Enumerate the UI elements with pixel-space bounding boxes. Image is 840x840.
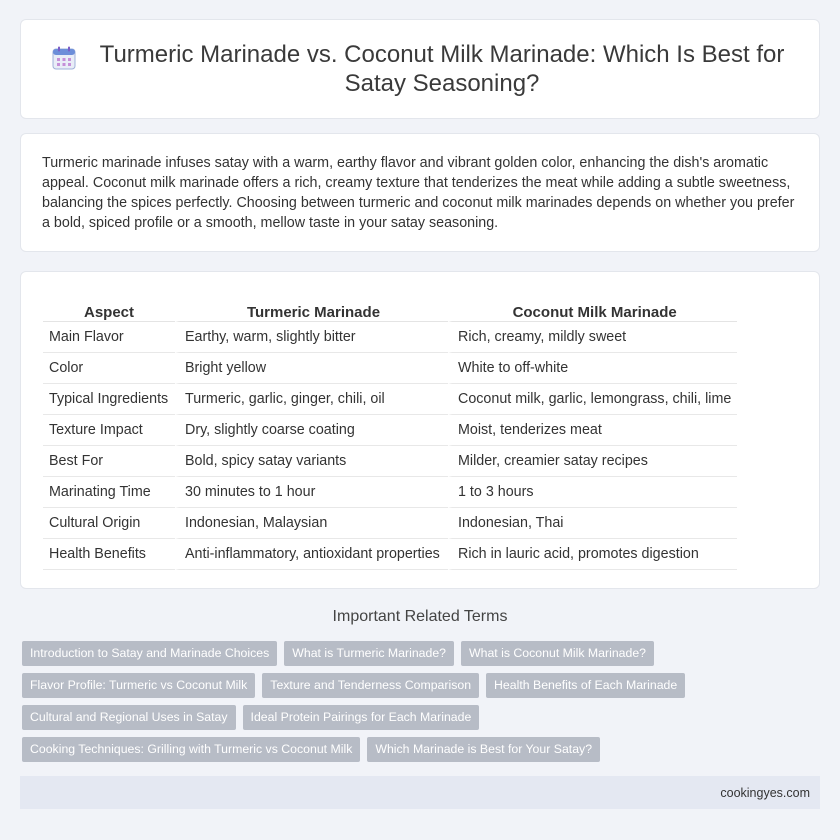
header-turmeric: Turmeric Marinade xyxy=(175,296,448,322)
related-term-tag[interactable]: What is Coconut Milk Marinade? xyxy=(461,641,654,666)
comparison-table xyxy=(43,296,737,570)
table-cell: Main Flavor xyxy=(43,322,175,353)
table-cell: Earthy, warm, slightly bitter xyxy=(175,322,448,353)
footer-site-link[interactable]: cookingyes.com xyxy=(720,785,810,800)
table-cell: Rich in lauric acid, promotes digestion xyxy=(448,539,737,570)
table-header-row xyxy=(43,296,737,322)
related-term-tag[interactable]: Flavor Profile: Turmeric vs Coconut Milk xyxy=(22,673,255,698)
table-row xyxy=(43,539,737,570)
related-term-tag[interactable]: Ideal Protein Pairings for Each Marinade xyxy=(243,705,480,730)
table-row xyxy=(43,353,737,384)
table-cell: Health Benefits xyxy=(43,539,175,570)
table-cell: Milder, creamier satay recipes xyxy=(448,446,737,477)
related-terms-title: Important Related Terms xyxy=(332,608,508,625)
table-row xyxy=(43,384,737,415)
related-term-tag[interactable]: Cultural and Regional Uses in Satay xyxy=(22,705,236,730)
page-title: Turmeric Marinade vs. Coconut Milk Marinade: Which Is Best for Satay Seasoning? xyxy=(99,41,785,97)
related-term-tag[interactable]: Texture and Tenderness Comparison xyxy=(262,673,479,698)
intro-card xyxy=(20,133,820,252)
title-card xyxy=(20,19,820,119)
related-term-tag[interactable]: Introduction to Satay and Marinade Choices xyxy=(22,641,277,666)
table-cell: 30 minutes to 1 hour xyxy=(175,477,448,508)
table-cell: Bold, spicy satay variants xyxy=(175,446,448,477)
table-cell: Turmeric, garlic, ginger, chili, oil xyxy=(175,384,448,415)
header-coconut: Coconut Milk Marinade xyxy=(448,296,737,322)
comparison-card xyxy=(20,271,820,589)
header-aspect: Aspect xyxy=(43,296,175,322)
table-cell: Bright yellow xyxy=(175,353,448,384)
table-cell: Texture Impact xyxy=(43,415,175,446)
table-cell: Moist, tenderizes meat xyxy=(448,415,737,446)
table-cell: Coconut milk, garlic, lemongrass, chili, lime xyxy=(448,384,737,415)
table-row xyxy=(43,508,737,539)
table-cell: Indonesian, Malaysian xyxy=(175,508,448,539)
table-cell: Marinating Time xyxy=(43,477,175,508)
footer xyxy=(20,776,820,809)
table-cell: Anti-inflammatory, antioxidant properties xyxy=(175,539,448,570)
related-term-tag[interactable]: Health Benefits of Each Marinade xyxy=(486,673,685,698)
table-cell: Best For xyxy=(43,446,175,477)
related-term-tag[interactable]: Cooking Techniques: Grilling with Turmeric vs Coconut Milk xyxy=(22,737,360,762)
calendar-icon xyxy=(51,45,77,71)
table-row xyxy=(43,477,737,508)
table-cell: Color xyxy=(43,353,175,384)
table-cell: Typical Ingredients xyxy=(43,384,175,415)
intro-paragraph: Turmeric marinade infuses satay with a warm, earthy flavor and vibrant golden color, enhancing the dish's aromatic appeal. Coconut milk marinade offers a rich, creamy texture that tenderizes the meat while adding a subtle sweetness, balancing the spices perfectly. Choosing between turmeric and coconut milk marinades depends on whether you prefer a bold, spiced profile or a smooth, mellow taste in your satay seasoning. xyxy=(42,155,795,231)
related-term-tag[interactable]: What is Turmeric Marinade? xyxy=(284,641,454,666)
table-cell: 1 to 3 hours xyxy=(448,477,737,508)
table-cell: Indonesian, Thai xyxy=(448,508,737,539)
table-cell: Dry, slightly coarse coating xyxy=(175,415,448,446)
table-cell: Cultural Origin xyxy=(43,508,175,539)
table-cell: Rich, creamy, mildly sweet xyxy=(448,322,737,353)
related-term-tag[interactable]: Which Marinade is Best for Your Satay? xyxy=(367,737,600,762)
table-row xyxy=(43,415,737,446)
related-terms-list xyxy=(22,641,822,769)
table-cell: White to off-white xyxy=(448,353,737,384)
table-row xyxy=(43,446,737,477)
table-row xyxy=(43,322,737,353)
